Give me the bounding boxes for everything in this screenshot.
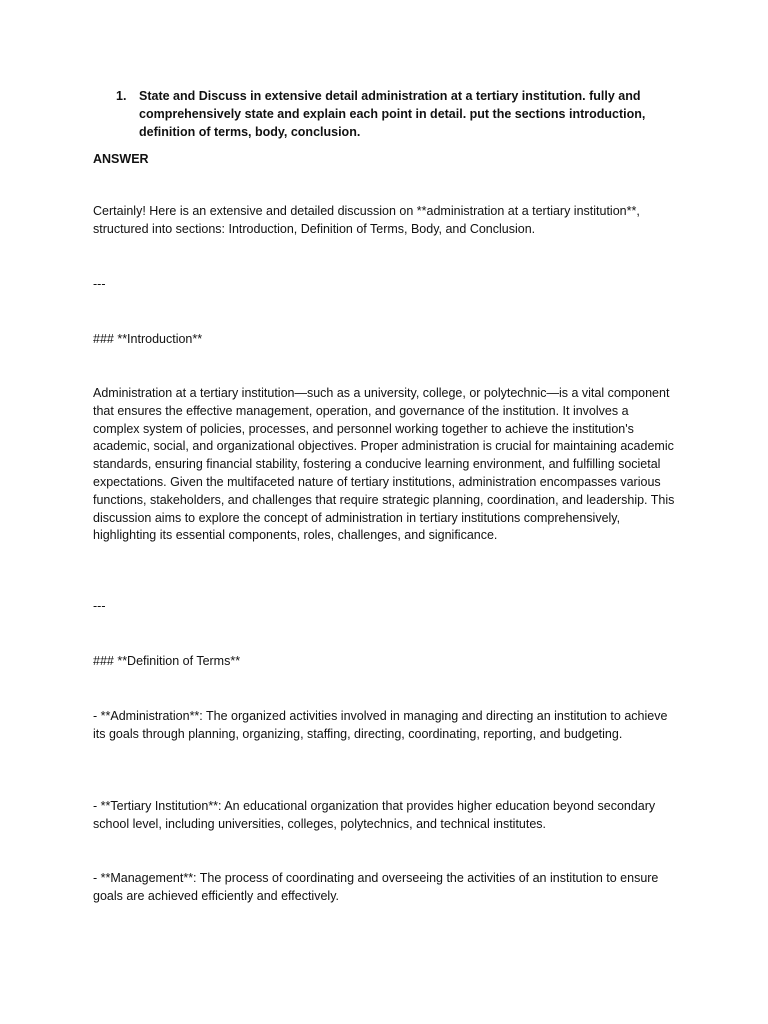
- answer-label: ANSWER: [93, 152, 149, 166]
- definitions-heading: ### **Definition of Terms**: [93, 654, 241, 668]
- definition-administration: - **Administration**: The organized activities involved in managing and directing an institution to achieve its goals through planning, organizing, staffing, directing, coordinating, reporting, and budgeting.: [93, 709, 668, 741]
- definition-tertiary-institution: - **Tertiary Institution**: An educational organization that provides higher education beyond secondary school level, including universities, colleges, polytechnics, and technical institutes.: [93, 799, 656, 831]
- introduction-paragraph: Administration at a tertiary institution—such as a university, college, or polytechnic—is a vital component that ensures the effective management, operation, and governance of the institution. It involves a complex system of policies, processes, and personnel working together to achieve the institution's academic, social, and organizational objectives. Proper administration is crucial for maintaining academic standards, ensuring financial stability, fostering a conducive learning environment, and fulfilling societal expectations. Given the multifaceted nature of tertiary institutions, administration encompasses various functions, stakeholders, and challenges that require strategic planning, coordination, and leadership. This discussion aims to explore the concept of administration in tertiary institutions comprehensively, highlighting its essential components, roles, challenges, and significance.: [93, 386, 675, 543]
- intro-line: Certainly! Here is an extensive and detailed discussion on **administration at a tertiary institution**, structured into sections: Introduction, Definition of Terms, Body, and Conclusion.: [93, 204, 640, 236]
- introduction-heading: ### **Introduction**: [93, 332, 203, 346]
- horizontal-rule-marker: ---: [93, 599, 106, 613]
- question-text: State and Discuss in extensive detail administration at a tertiary institution. fully and comprehensively state and explain each point in detail. put the sections introduction, definition of terms, body, conclusion.: [139, 89, 646, 139]
- question-number: 1.: [116, 89, 127, 103]
- horizontal-rule-marker: ---: [93, 277, 106, 291]
- definition-management: - **Management**: The process of coordinating and overseeing the activities of an institution to ensure goals are achieved efficiently and effectively.: [93, 871, 659, 903]
